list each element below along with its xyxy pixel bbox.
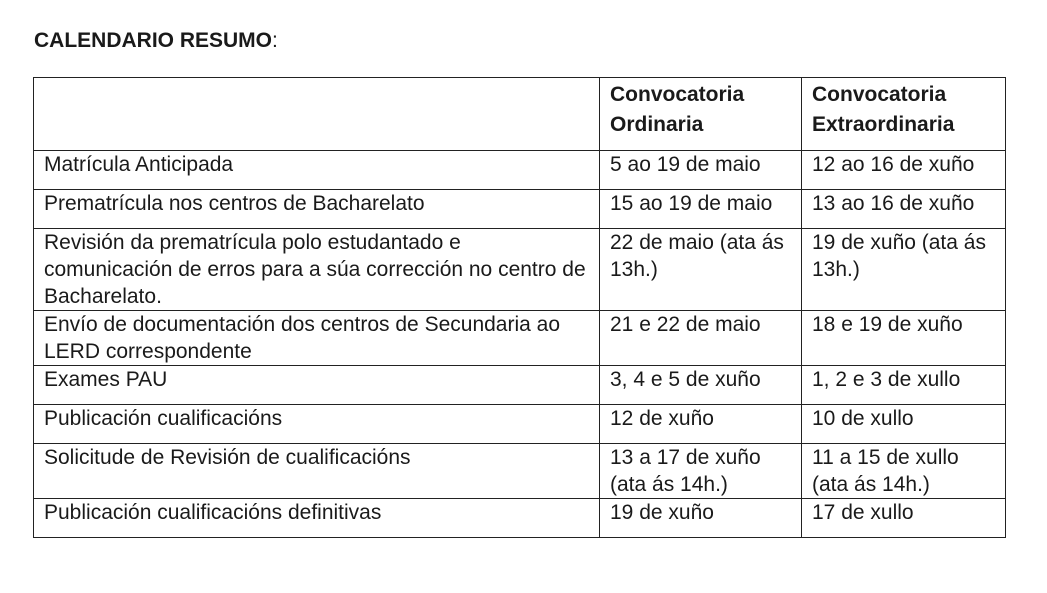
extraordinaria-cell: 17 de xullo [802,499,1006,538]
page-title [34,27,278,55]
ordinaria-cell: 21 e 22 de maio [600,311,802,366]
row-label: Publicación cualificacións [34,405,600,444]
table-row [34,444,1006,499]
ordinaria-cell: 3, 4 e 5 de xuño [600,366,802,405]
row-label: Solicitude de Revisión de cualificacións [34,444,600,499]
row-label: Matrícula Anticipada [34,151,600,190]
extraordinaria-cell: 19 de xuño (ata ás 13h.) [802,229,1006,311]
ordinaria-cell: 22 de maio (ata ás 13h.) [600,229,802,311]
extraordinaria-cell: 18 e 19 de xuño [802,311,1006,366]
table-row [34,311,1006,366]
table-row [34,190,1006,229]
row-label: Revisión da prematrícula polo estudantado e comunicación de erros para a súa corrección no centro de Bacharelato. [34,229,600,311]
table-header-row [34,78,1006,151]
ordinaria-cell: 13 a 17 de xuño (ata ás 14h.) [600,444,802,499]
extraordinaria-cell: 10 de xullo [802,405,1006,444]
extraordinaria-cell: 1, 2 e 3 de xullo [802,366,1006,405]
ordinaria-cell: 12 de xuño [600,405,802,444]
table-row [34,499,1006,538]
calendar-table [33,77,1006,538]
table-row [34,151,1006,190]
header-cell-extraordinaria: Convocatoria Extraordinaria [802,78,1006,151]
table-row [34,366,1006,405]
extraordinaria-cell: 12 ao 16 de xuño [802,151,1006,190]
header-cell-ordinaria: Convocatoria Ordinaria [600,78,802,151]
extraordinaria-cell: 13 ao 16 de xuño [802,190,1006,229]
table-row [34,229,1006,311]
header-cell-empty [34,78,600,151]
ordinaria-cell: 15 ao 19 de maio [600,190,802,229]
ordinaria-cell: 5 ao 19 de maio [600,151,802,190]
ordinaria-cell: 19 de xuño [600,499,802,538]
row-label: Envío de documentación dos centros de Secundaria ao LERD correspondente [34,311,600,366]
extraordinaria-cell: 11 a 15 de xullo (ata ás 14h.) [802,444,1006,499]
page-title-text: CALENDARIO RESUMO [34,29,273,52]
row-label: Publicación cualificacións definitivas [34,499,600,538]
row-label: Exames PAU [34,366,600,405]
table-row [34,405,1006,444]
page-title-colon: : [272,29,278,52]
row-label: Prematrícula nos centros de Bacharelato [34,190,600,229]
